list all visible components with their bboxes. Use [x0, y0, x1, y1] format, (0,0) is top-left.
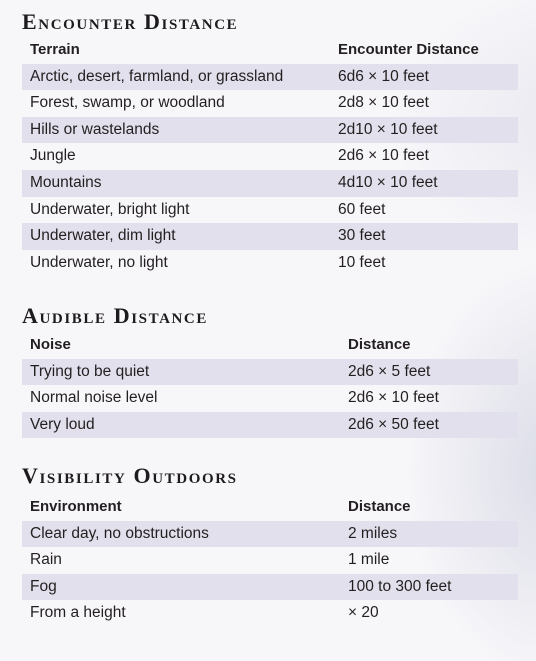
terrain-cell: Forest, swamp, or woodland	[30, 94, 225, 112]
distance-cell: 10 feet	[338, 253, 386, 271]
table-header-row	[22, 37, 518, 64]
visibility-outdoors-section	[22, 463, 518, 622]
table-row	[22, 64, 518, 91]
table-row	[22, 250, 518, 277]
terrain-cell: Mountains	[30, 173, 102, 191]
distance-cell: 4d10 × 10 feet	[338, 173, 438, 191]
section-title: Encounter Distance	[22, 9, 239, 34]
environment-cell: Fog	[30, 577, 57, 595]
distance-cell: 2d10 × 10 feet	[338, 120, 438, 138]
noise-cell: Normal noise level	[30, 389, 158, 407]
encounter-distance-table	[22, 37, 518, 276]
section-title: Audible Distance	[22, 303, 208, 328]
section-title: Visibility Outdoors	[22, 463, 238, 488]
terrain-cell: Jungle	[30, 147, 76, 165]
table-row	[22, 170, 518, 197]
table-header-row	[22, 332, 518, 359]
table-row	[22, 90, 518, 117]
environment-cell: Rain	[30, 551, 62, 569]
distance-cell: 2d6 × 50 feet	[348, 415, 439, 433]
table-row	[22, 359, 518, 386]
column-header-distance: Distance	[348, 336, 411, 353]
column-header-distance: Distance	[348, 498, 411, 515]
distance-cell: 2d6 × 10 feet	[338, 147, 429, 165]
terrain-cell: Underwater, dim light	[30, 227, 176, 245]
distance-cell: 6d6 × 10 feet	[338, 67, 429, 85]
table-row	[22, 574, 518, 601]
terrain-cell: Underwater, no light	[30, 253, 168, 271]
table-row	[22, 547, 518, 574]
distance-cell: 2d8 × 10 feet	[338, 94, 429, 112]
table-row	[22, 223, 518, 250]
table-row	[22, 521, 518, 548]
noise-cell: Very loud	[30, 415, 95, 433]
distance-cell: 2 miles	[348, 524, 398, 542]
table-header-row	[22, 494, 518, 521]
distance-cell: × 20	[348, 604, 379, 622]
terrain-cell: Underwater, bright light	[30, 200, 190, 218]
column-header-encounter-distance: Encounter Distance	[338, 41, 479, 58]
distance-cell: 100 to 300 feet	[348, 577, 452, 595]
table-row	[22, 143, 518, 170]
table-row	[22, 600, 518, 627]
audible-distance-section	[22, 303, 518, 433]
distance-cell: 2d6 × 10 feet	[348, 389, 439, 407]
distance-cell: 1 mile	[348, 551, 390, 569]
visibility-outdoors-table	[22, 494, 518, 627]
distance-cell: 2d6 × 5 feet	[348, 362, 431, 380]
environment-cell: From a height	[30, 604, 126, 622]
noise-cell: Trying to be quiet	[30, 362, 150, 380]
distance-cell: 30 feet	[338, 227, 386, 245]
audible-distance-table	[22, 332, 518, 438]
table-row	[22, 385, 518, 412]
distance-cell: 60 feet	[338, 200, 386, 218]
table-row	[22, 412, 518, 439]
table-row	[22, 117, 518, 144]
column-header-terrain: Terrain	[30, 41, 80, 58]
terrain-cell: Hills or wastelands	[30, 120, 160, 138]
terrain-cell: Arctic, desert, farmland, or grassland	[30, 67, 284, 85]
column-header-noise: Noise	[30, 336, 71, 353]
column-header-environment: Environment	[30, 498, 122, 515]
encounter-distance-section	[22, 9, 518, 271]
environment-cell: Clear day, no obstructions	[30, 524, 209, 542]
table-row	[22, 197, 518, 224]
